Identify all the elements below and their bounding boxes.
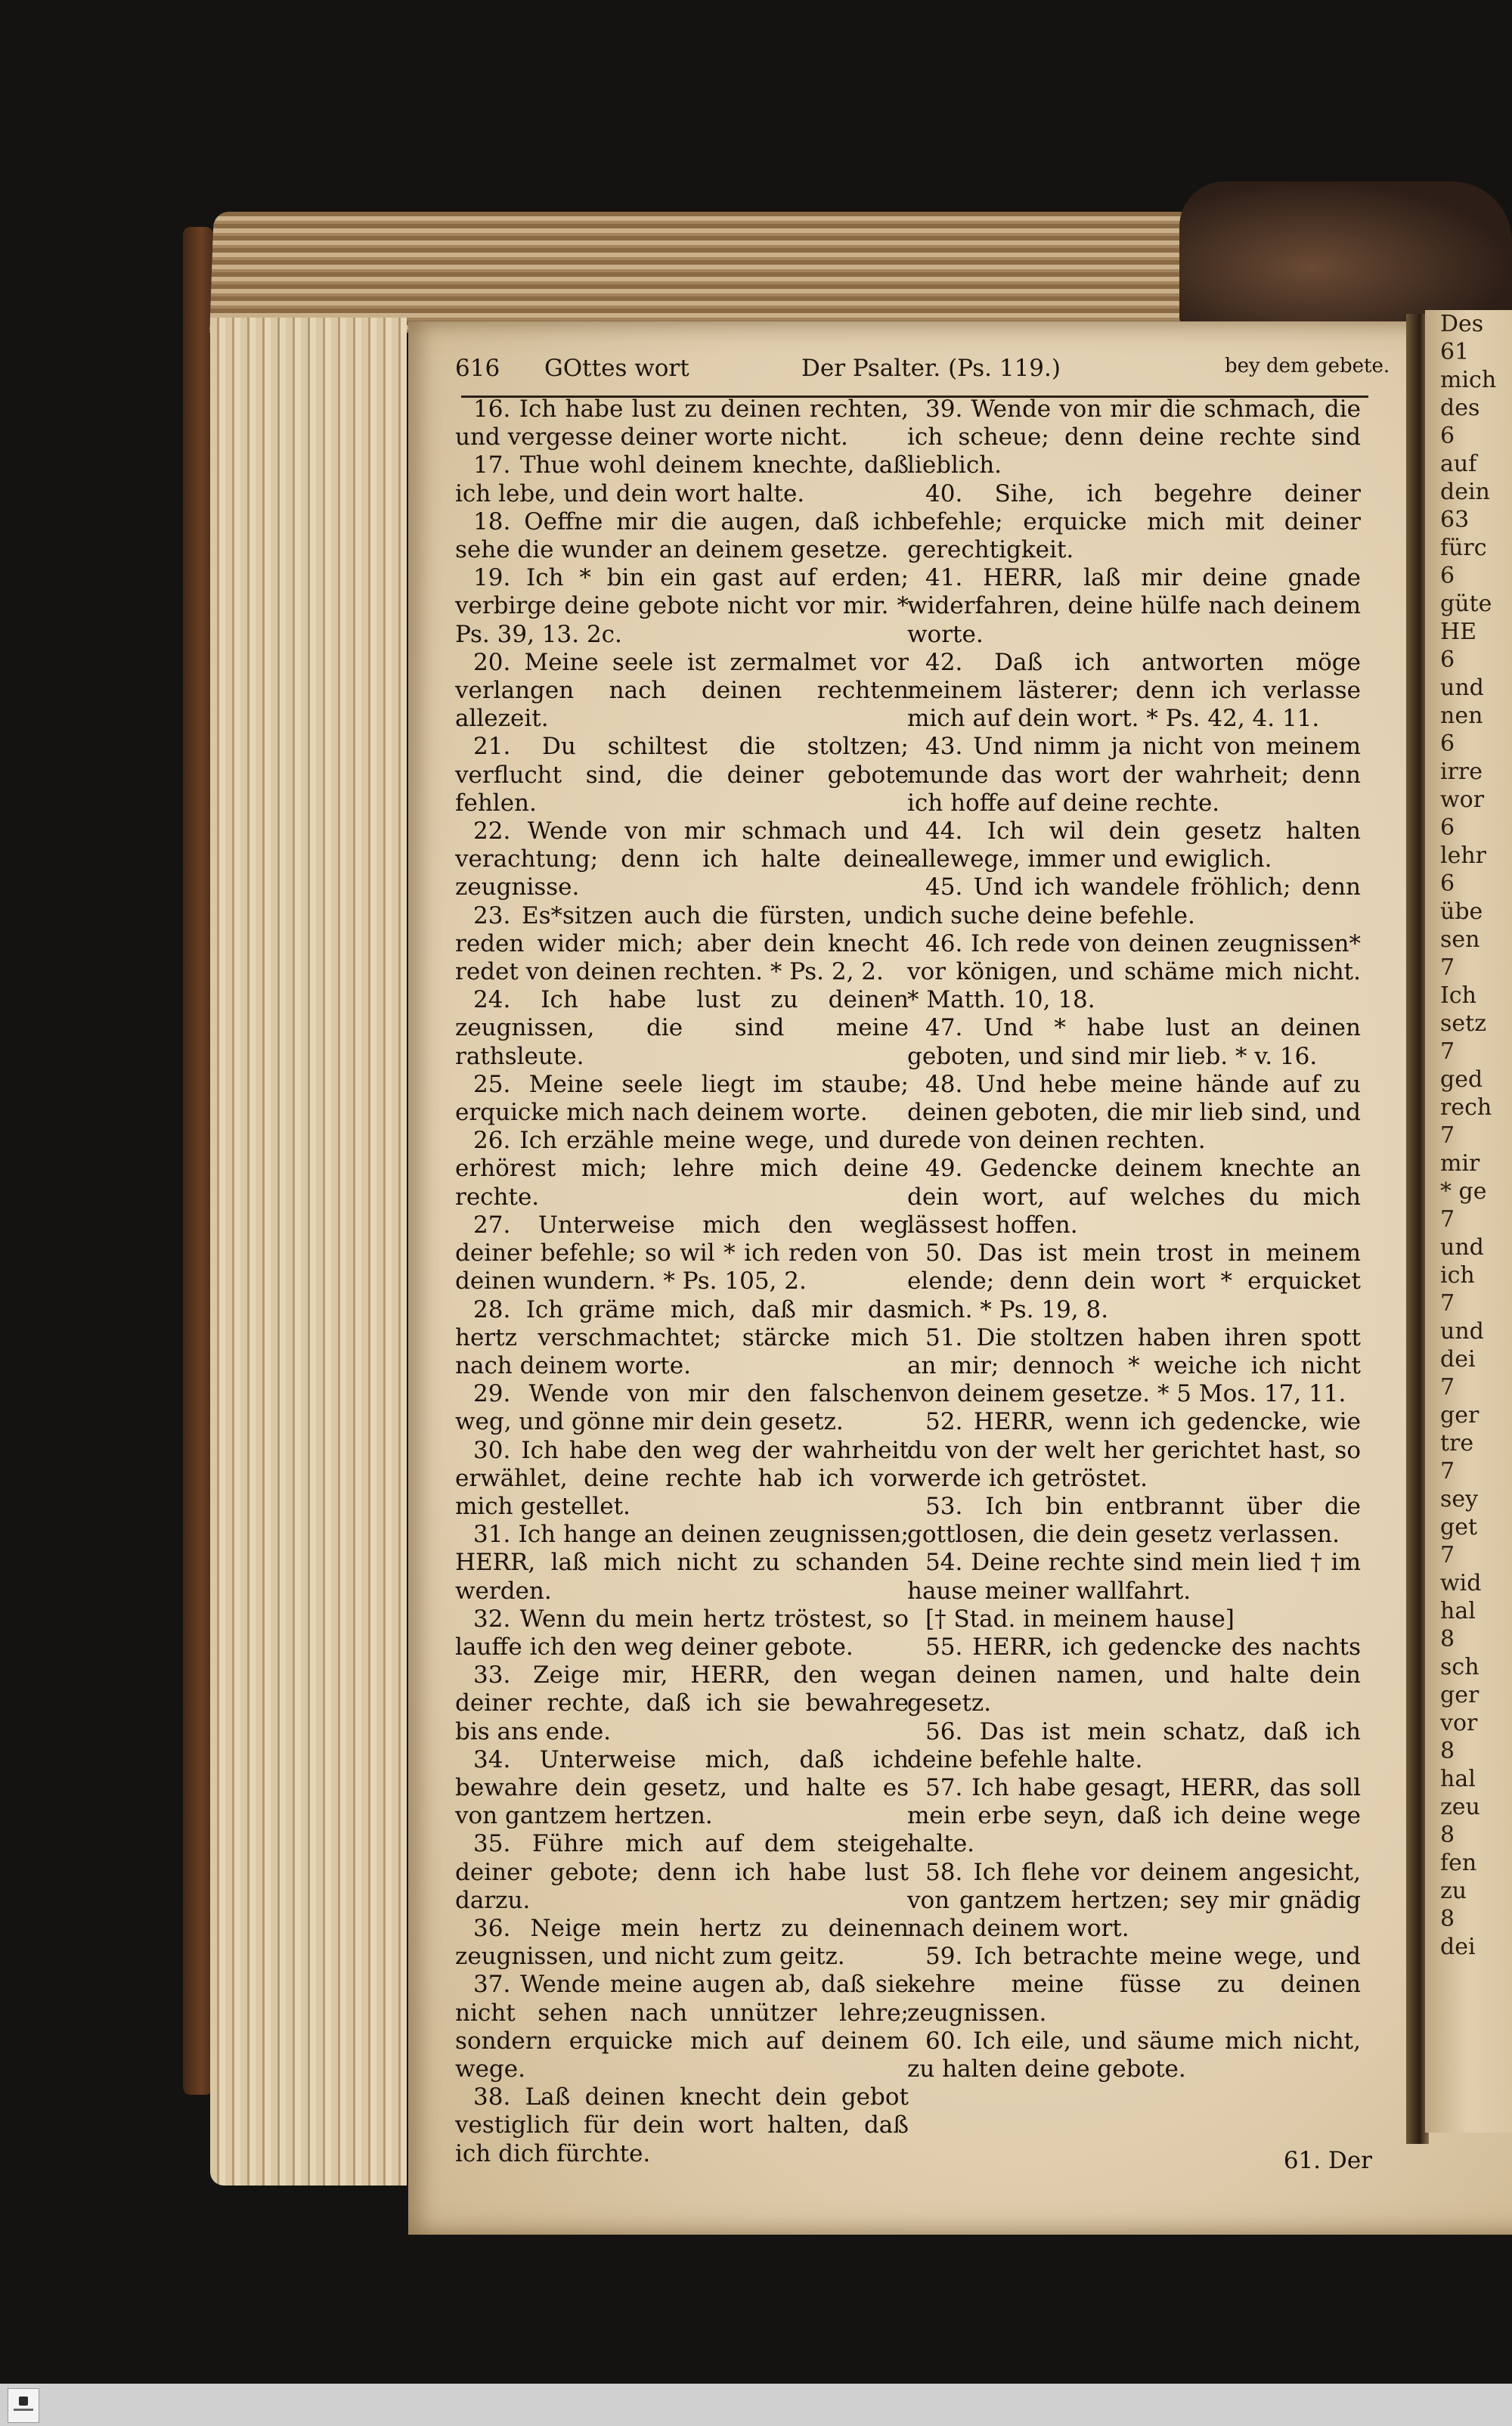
- right-column: [907, 396, 1361, 2083]
- next-page-fragment: ger: [1440, 1682, 1479, 1708]
- next-page-fragment: und: [1440, 1234, 1484, 1261]
- left-column-verse: 37. Wende meine augen ab, daß sie nicht sehen nach unnützer lehre; sondern erquicke mich auf deinem wege.: [455, 1971, 909, 2083]
- next-page-fragment: ged: [1440, 1066, 1483, 1093]
- next-page-fragment: zu: [1440, 1878, 1467, 1904]
- next-page-fragment: und: [1440, 1318, 1484, 1345]
- next-page-fragment: hal: [1440, 1766, 1476, 1792]
- next-page-edge: [1425, 310, 1512, 2133]
- left-column-verse: 32. Wenn du mein hertz tröstest, so lauffe ich den weg deiner gebote.: [455, 1605, 909, 1661]
- next-page-fragment: sen: [1440, 926, 1480, 953]
- right-column-verse: 50. Das ist mein trost in meinem elende; denn dein wort * erquicket mich. * Ps. 19, 8.: [907, 1239, 1361, 1323]
- right-column-verse: 40. Sihe, ich begehre deiner befehle; erquicke mich mit deiner gerechtigkeit.: [907, 479, 1361, 564]
- right-column-verse: 55. HERR, ich gedencke des nachts an deinen namen, und halte dein gesetz.: [907, 1633, 1361, 1717]
- next-page-fragment: 7: [1440, 1542, 1455, 1568]
- next-page-fragment: 8: [1440, 1822, 1455, 1848]
- next-page-fragment: 6: [1440, 870, 1455, 897]
- book-cover-edge: [183, 227, 213, 2095]
- right-column-verse: 56. Das ist mein schatz, daß ich deine befehle halte.: [907, 1717, 1361, 1773]
- right-column-verse: 57. Ich habe gesagt, HERR, das soll mein erbe seyn, daß ich deine wege halte.: [907, 1773, 1361, 1858]
- right-column-verse: 45. Und ich wandele fröhlich; denn ich suche deine befehle.: [907, 873, 1361, 929]
- next-page-fragment: 61: [1440, 339, 1470, 365]
- next-page-fragment: 8: [1440, 1626, 1455, 1652]
- running-head-center: Der Psalter. (Ps. 119.): [801, 355, 1061, 382]
- next-page-fragment: Ich: [1440, 982, 1476, 1009]
- left-column-verse: 28. Ich gräme mich, daß mir das hertz verschmachtet; stärcke mich nach deinem worte.: [455, 1295, 909, 1379]
- next-page-fragment: get: [1440, 1514, 1478, 1540]
- right-column-verse: 44. Ich wil dein gesetz halten allewege, immer und ewiglich.: [907, 817, 1361, 873]
- right-column-verse: 58. Ich flehe vor deinem angesicht, von gantzem hertzen; sey mir gnädig nach deinem wort.: [907, 1858, 1361, 1942]
- left-column-verse: 34. Unterweise mich, daß ich bewahre dein gesetz, und halte es von gantzem hertzen.: [455, 1745, 909, 1830]
- left-column-verse: 35. Führe mich auf dem steige deiner gebote; denn ich habe lust darzu.: [455, 1830, 909, 1914]
- left-column-verse: 29. Wende von mir den falschen weg, und gönne mir dein gesetz.: [455, 1380, 909, 1436]
- next-page-fragment: ger: [1440, 1402, 1479, 1429]
- right-column-verse: 59. Ich betrachte meine wege, und kehre meine füsse zu deinen zeugnissen.: [907, 1943, 1361, 2027]
- next-page-fragment: tre: [1440, 1430, 1474, 1457]
- next-page-fragment: übe: [1440, 898, 1483, 925]
- left-column-verse: 20. Meine seele ist zermalmet vor verlangen nach deinen rechten allezeit.: [455, 648, 909, 733]
- next-page-fragment: dei: [1440, 1346, 1476, 1373]
- next-page-fragment: wor: [1440, 786, 1485, 813]
- next-page-fragment: wid: [1440, 1570, 1482, 1596]
- next-page-fragment: 7: [1440, 1290, 1455, 1317]
- next-page-fragment: 6: [1440, 647, 1455, 673]
- page-number: 616: [455, 355, 500, 382]
- next-page-fragment: 6: [1440, 814, 1455, 841]
- right-column-verse: 49. Gedencke deinem knechte an dein wort, auf welches du mich lässest hoffen.: [907, 1155, 1361, 1239]
- next-page-fragment: sey: [1440, 1486, 1479, 1512]
- open-book: [189, 181, 1512, 2238]
- next-page-fragment: Des: [1440, 311, 1484, 337]
- next-page-fragment: 7: [1440, 954, 1455, 981]
- running-head-right: bey dem gebete.: [1225, 355, 1390, 377]
- right-column-verse: 52. HERR, wenn ich gedencke, wie du von der welt her gerichtet hast, so werde ich getröstet.: [907, 1408, 1361, 1492]
- next-page-fragment: 7: [1440, 1038, 1455, 1065]
- right-column-verse: 46. Ich rede von deinen zeugnissen* vor königen, und schäme mich nicht. * Matth. 10, 18.: [907, 929, 1361, 1014]
- right-column-verse: 43. Und nimm ja nicht von meinem munde das wort der wahrheit; denn ich hoffe auf deine rechte.: [907, 733, 1361, 817]
- page-fore-edge: [210, 318, 407, 2186]
- left-column-verse: 17. Thue wohl deinem knechte, daß ich lebe, und dein wort halte.: [455, 451, 909, 507]
- right-column-verse: 48. Und hebe meine hände auf zu deinen geboten, die mir lieb sind, und rede von deinen rechten.: [907, 1070, 1361, 1155]
- right-column-verse: [† Stad. in meinem hause]: [925, 1605, 1235, 1633]
- library-logo-icon[interactable]: [8, 2388, 39, 2423]
- next-page-fragment: rech: [1440, 1094, 1492, 1121]
- next-page-fragment: 7: [1440, 1374, 1455, 1401]
- next-page-fragment: fen: [1440, 1850, 1477, 1876]
- next-page-fragment: fürc: [1440, 535, 1487, 561]
- left-column-verse: 24. Ich habe lust zu deinen zeugnissen, die sind meine rathsleute.: [455, 986, 909, 1070]
- left-column-verse: 30. Ich habe den weg der wahrheit erwählet, deine rechte hab ich vor mich gestellet.: [455, 1436, 909, 1520]
- next-page-fragment: hal: [1440, 1598, 1476, 1624]
- right-column-verse: 39. Wende von mir die schmach, die ich scheue; denn deine rechte sind lieblich.: [907, 396, 1361, 479]
- left-column-verse: 22. Wende von mir schmach und verachtung; denn ich halte deine zeugnisse.: [455, 817, 909, 901]
- next-page-fragment: und: [1440, 675, 1484, 701]
- left-column: [455, 396, 909, 2168]
- right-column-verse: 41. HERR, laß mir deine gnade widerfahren, deine hülfe nach deinem worte.: [907, 564, 1361, 648]
- left-column-verse: 19. Ich * bin ein gast auf erden; verbirge deine gebote nicht vor mir. * Ps. 39, 13. 2c.: [455, 564, 909, 648]
- next-page-fragment: 7: [1440, 1206, 1455, 1233]
- left-column-verse: 31. Ich hange an deinen zeugnissen; HERR, laß mich nicht zu schanden werden.: [455, 1521, 909, 1605]
- next-page-fragment: 7: [1440, 1122, 1455, 1149]
- left-column-verse: 21. Du schiltest die stoltzen; verflucht sind, die deiner gebote fehlen.: [455, 733, 909, 817]
- next-page-fragment: setz: [1440, 1010, 1487, 1037]
- next-page-fragment: sch: [1440, 1654, 1479, 1680]
- left-column-verse: 26. Ich erzähle meine wege, und du erhörest mich; lehre mich deine rechte.: [455, 1127, 909, 1211]
- next-page-fragment: 6: [1440, 563, 1455, 589]
- next-page-fragment: dein: [1440, 479, 1490, 505]
- next-page-fragment: lehr: [1440, 842, 1487, 869]
- left-column-verse: 33. Zeige mir, HERR, den weg deiner rechte, daß ich sie bewahre bis ans ende.: [455, 1661, 909, 1745]
- book-headband: [1179, 181, 1512, 325]
- next-page-fragment: 6: [1440, 731, 1455, 757]
- running-head-left: GOttes wort: [544, 355, 689, 382]
- right-column-verse: 47. Und * habe lust an deinen geboten, und sind mir lieb. * v. 16.: [907, 1014, 1361, 1070]
- next-page-fragment: dei: [1440, 1934, 1476, 1960]
- next-page-fragment: 63: [1440, 507, 1470, 533]
- next-page-fragment: 8: [1440, 1738, 1455, 1764]
- left-column-verse: 18. Oeffne mir die augen, daß ich sehe die wunder an deinem gesetze.: [455, 507, 909, 564]
- next-page-fragment: 7: [1440, 1458, 1455, 1484]
- left-column-verse: 38. Laß deinen knecht dein gebot vestiglich für dein wort halten, daß ich dich fürchte.: [455, 2083, 909, 2167]
- catchword: 61. Der: [1283, 2147, 1372, 2174]
- right-column-verse: 53. Ich bin entbrannt über die gottlosen, die dein gesetz verlassen.: [907, 1492, 1361, 1549]
- right-column-verse: 51. Die stoltzen haben ihren spott an mir; dennoch * weiche ich nicht von deinem gesetze. * 5 Mos. 17, 11.: [907, 1323, 1361, 1408]
- next-page-fragment: 8: [1440, 1906, 1455, 1932]
- next-page-fragment: güte: [1440, 591, 1492, 617]
- next-page-fragment: vor: [1440, 1710, 1478, 1736]
- page-616: [408, 321, 1512, 2235]
- next-page-fragment: irre: [1440, 759, 1483, 785]
- next-page-fragment: zeu: [1440, 1794, 1480, 1820]
- right-column-verse: 42. Daß ich antworten möge meinem lästerer; denn ich verlasse mich auf dein wort. * Ps. 42, 4. 11.: [907, 648, 1361, 733]
- next-page-fragment: * ge: [1440, 1178, 1487, 1205]
- next-page-fragment: mich: [1440, 367, 1497, 393]
- viewer-bottom-bar: [0, 2384, 1512, 2426]
- left-column-verse: 16. Ich habe lust zu deinen rechten, und vergesse deiner worte nicht.: [455, 396, 909, 451]
- next-page-fragment: mir: [1440, 1150, 1480, 1177]
- next-page-fragment: nen: [1440, 703, 1483, 729]
- left-column-verse: 25. Meine seele liegt im staube; erquicke mich nach deinem worte.: [455, 1070, 909, 1127]
- right-column-verse: 54. Deine rechte sind mein lied † im hause meiner wallfahrt.: [907, 1549, 1361, 1605]
- left-column-verse: 23. Es*sitzen auch die fürsten, und reden wider mich; aber dein knecht redet von deinen rechten. * Ps. 2, 2.: [455, 901, 909, 986]
- right-column-verse: 60. Ich eile, und säume mich nicht, zu halten deine gebote.: [907, 2027, 1361, 2083]
- left-column-verse: 27. Unterweise mich den weg deiner befehle; so wil * ich reden von deinen wundern. * Ps. 105, 2.: [455, 1211, 909, 1295]
- left-column-verse: 36. Neige mein hertz zu deinen zeugnissen, und nicht zum geitz.: [455, 1914, 909, 1971]
- next-page-fragment: auf: [1440, 451, 1477, 477]
- next-page-fragment: des: [1440, 395, 1480, 421]
- next-page-fragment: ich: [1440, 1262, 1475, 1289]
- next-page-fragment: 6: [1440, 423, 1455, 449]
- next-page-fragment: HE: [1440, 619, 1477, 645]
